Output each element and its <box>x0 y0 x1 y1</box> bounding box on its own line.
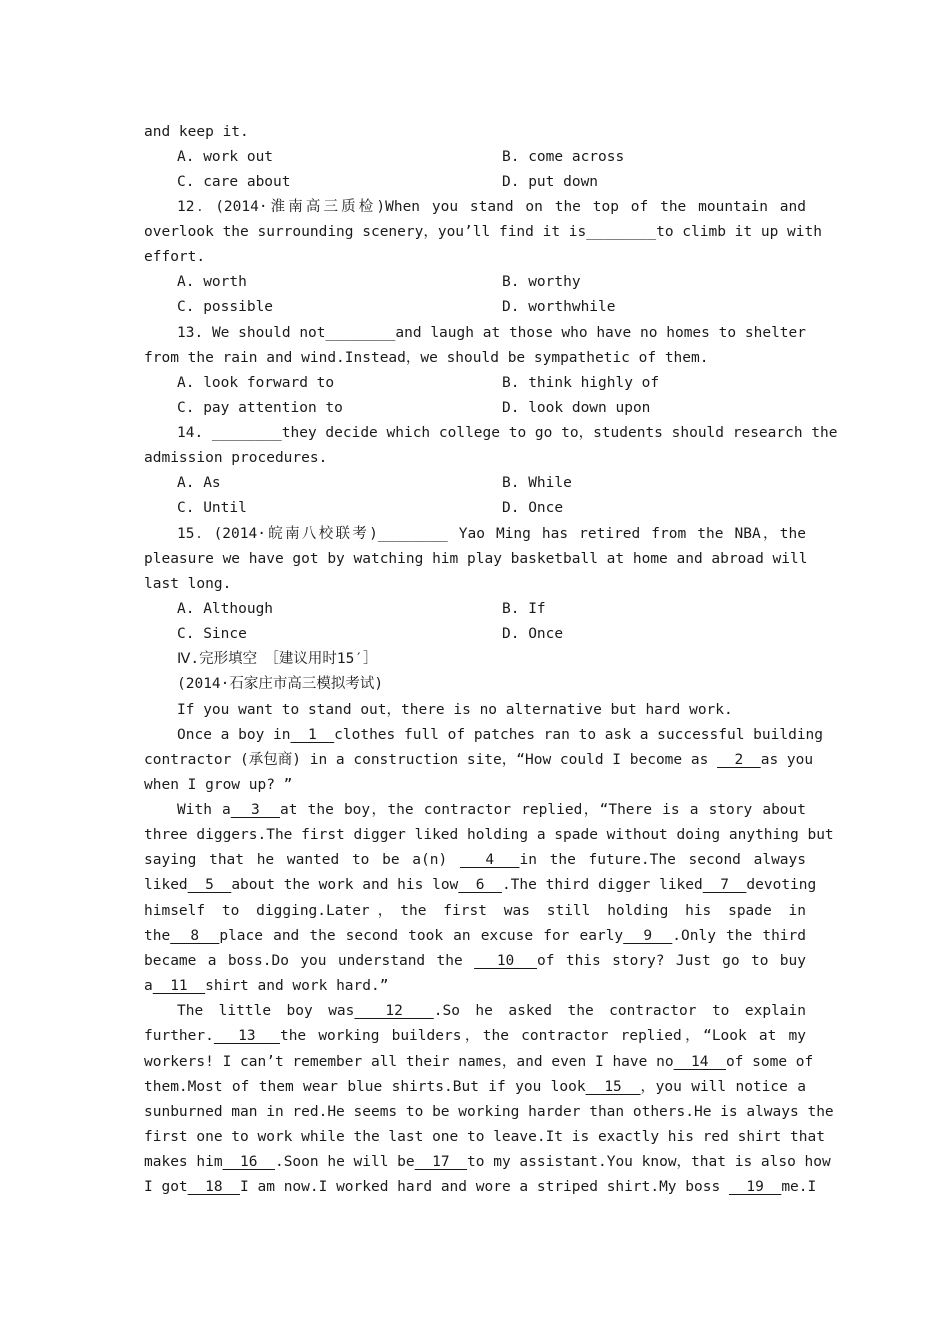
q13-option-d: D. look down upon <box>502 400 651 416</box>
q15-stem-line-2: pleasure we have got by watching him play basketball at home and abroad will <box>144 551 808 567</box>
cloze-p2-line-2: three diggers.The first digger liked holding a spade without doing anything but <box>144 827 834 843</box>
blank-18: 18 <box>187 1179 241 1195</box>
blank-5: 5 <box>187 877 232 893</box>
cloze-p2-line-8: a 11 shirt and work hard.” <box>144 978 389 994</box>
q12-stem-line-3: effort. <box>144 249 206 265</box>
cloze-p2-line-3: saying that he wanted to be a(n) 4 in the future.The second always <box>144 852 806 868</box>
cloze-p2-line-5: himself to digging.Later，the first was still holding his spade in <box>144 903 806 919</box>
q15-option-b: B. If <box>502 601 546 617</box>
q13-stem-line-2: from the rain and wind.Instead，we should be sympathetic of them. <box>144 350 709 366</box>
q11-option-a: A. work out <box>177 149 274 165</box>
cloze-p3-line-8: I got 18 I am now.I worked hard and wore a striped shirt.My boss 19 me.I <box>144 1179 817 1195</box>
blank-17: 17 <box>414 1154 468 1170</box>
blank-15: 15 <box>585 1079 641 1095</box>
cloze-p1-line-2: contractor (承包商) in a construction site，“How could I become as 2 as you <box>144 752 814 768</box>
q15-stem-line-3: last long. <box>144 576 232 592</box>
q13-option-a: A. look forward to <box>177 375 335 391</box>
q14-option-a: A. As <box>177 475 221 491</box>
blank-10: 10 <box>474 953 538 969</box>
blank-7: 7 <box>702 877 747 893</box>
cloze-p2-line-4: liked 5 about the work and his low 6 .The third digger liked 7 devoting <box>144 877 817 893</box>
blank-11: 11 <box>152 978 206 994</box>
cloze-p3-line-2: further. 13 the working builders，the contractor replied，“Look at my <box>144 1028 806 1044</box>
cloze-p3-line-5: sunburned man in red.He seems to be working harder than others.He is always the <box>144 1104 834 1120</box>
blank-19: 19 <box>728 1179 782 1195</box>
q14-stem-line-1: 14. ________they decide which college to go to，students should research the <box>177 425 838 441</box>
q15-stem-line-1: 15．(2014·皖南八校联考)________ Yao Ming has retired from the NBA，the <box>177 526 806 542</box>
blank-13: 13 <box>213 1028 280 1044</box>
blank-9: 9 <box>623 928 673 944</box>
q12-option-d: D. worthwhile <box>502 299 616 315</box>
section-source: (2014·石家庄市高三模拟考试) <box>177 676 384 692</box>
q13-option-c: C. pay attention to <box>177 400 343 416</box>
q12-stem-line-1: 12．(2014·淮南高三质检)When you stand on the top of the mountain and <box>177 199 806 215</box>
cloze-p3-line-4: them.Most of them wear blue shirts.But if you look 15 ，you will notice a <box>144 1079 806 1095</box>
cloze-title-line: If you want to stand out，there is no alternative but hard work. <box>177 702 733 718</box>
blank-3: 3 <box>230 802 281 818</box>
blank-2: 2 <box>717 752 761 768</box>
q11-stem-end: and keep it. <box>144 124 249 140</box>
cloze-p2-line-1: With a 3 at the boy，the contractor replied，“There is a story about <box>177 802 806 818</box>
q13-stem-line-1: 13. We should not________and laugh at those who have no homes to shelter <box>177 325 806 341</box>
blank-1: 1 <box>290 727 335 743</box>
q11-option-d: D. put down <box>502 174 599 190</box>
q11-option-c: C. care about <box>177 174 291 190</box>
q14-option-b: B. While <box>502 475 572 491</box>
cloze-p2-line-7: became a boss.Do you understand the 10 of this story? Just go to buy <box>144 953 806 969</box>
q14-option-c: C. Until <box>177 500 247 516</box>
cloze-p3-line-3: workers! I can’t remember all their names，and even I have no 14 of some of <box>144 1054 814 1070</box>
q11-option-b: B. come across <box>502 149 625 165</box>
blank-12: 12 <box>354 1003 434 1019</box>
q12-option-b: B. worthy <box>502 274 581 290</box>
q12-option-c: C. possible <box>177 299 274 315</box>
q12-option-a: A. worth <box>177 274 247 290</box>
cloze-p1-line-3: when I grow up? ” <box>144 777 293 793</box>
q14-option-d: D. Once <box>502 500 564 516</box>
q13-option-b: B. think highly of <box>502 375 660 391</box>
q14-stem-line-2: admission procedures. <box>144 450 328 466</box>
cloze-p1-line-1: Once a boy in 1 clothes full of patches ran to ask a successful building <box>177 727 824 743</box>
q15-option-d: D. Once <box>502 626 564 642</box>
blank-6: 6 <box>458 877 502 893</box>
cloze-p3-line-1: The little boy was 12 .So he asked the contractor to explain <box>177 1003 806 1019</box>
cloze-p3-line-7: makes him 16 .Soon he will be 17 to my assistant.You know，that is also how <box>144 1154 831 1170</box>
blank-14: 14 <box>673 1054 726 1070</box>
cloze-p3-line-6: first one to work while the last one to leave.It is exactly his red shirt that <box>144 1129 825 1145</box>
q12-stem-line-2: overlook the surrounding scenery，you’ll find it is________to climb it up with <box>144 224 822 240</box>
blank-16: 16 <box>222 1154 275 1170</box>
blank-4: 4 <box>459 852 520 868</box>
q15-option-c: C. Since <box>177 626 247 642</box>
q15-option-a: A. Although <box>177 601 274 617</box>
section-heading: Ⅳ.完形填空 ［建议用时15′］ <box>177 651 378 667</box>
blank-8: 8 <box>170 928 220 944</box>
cloze-p2-line-6: the 8 place and the second took an excuse for early 9 .Only the third <box>144 928 806 944</box>
